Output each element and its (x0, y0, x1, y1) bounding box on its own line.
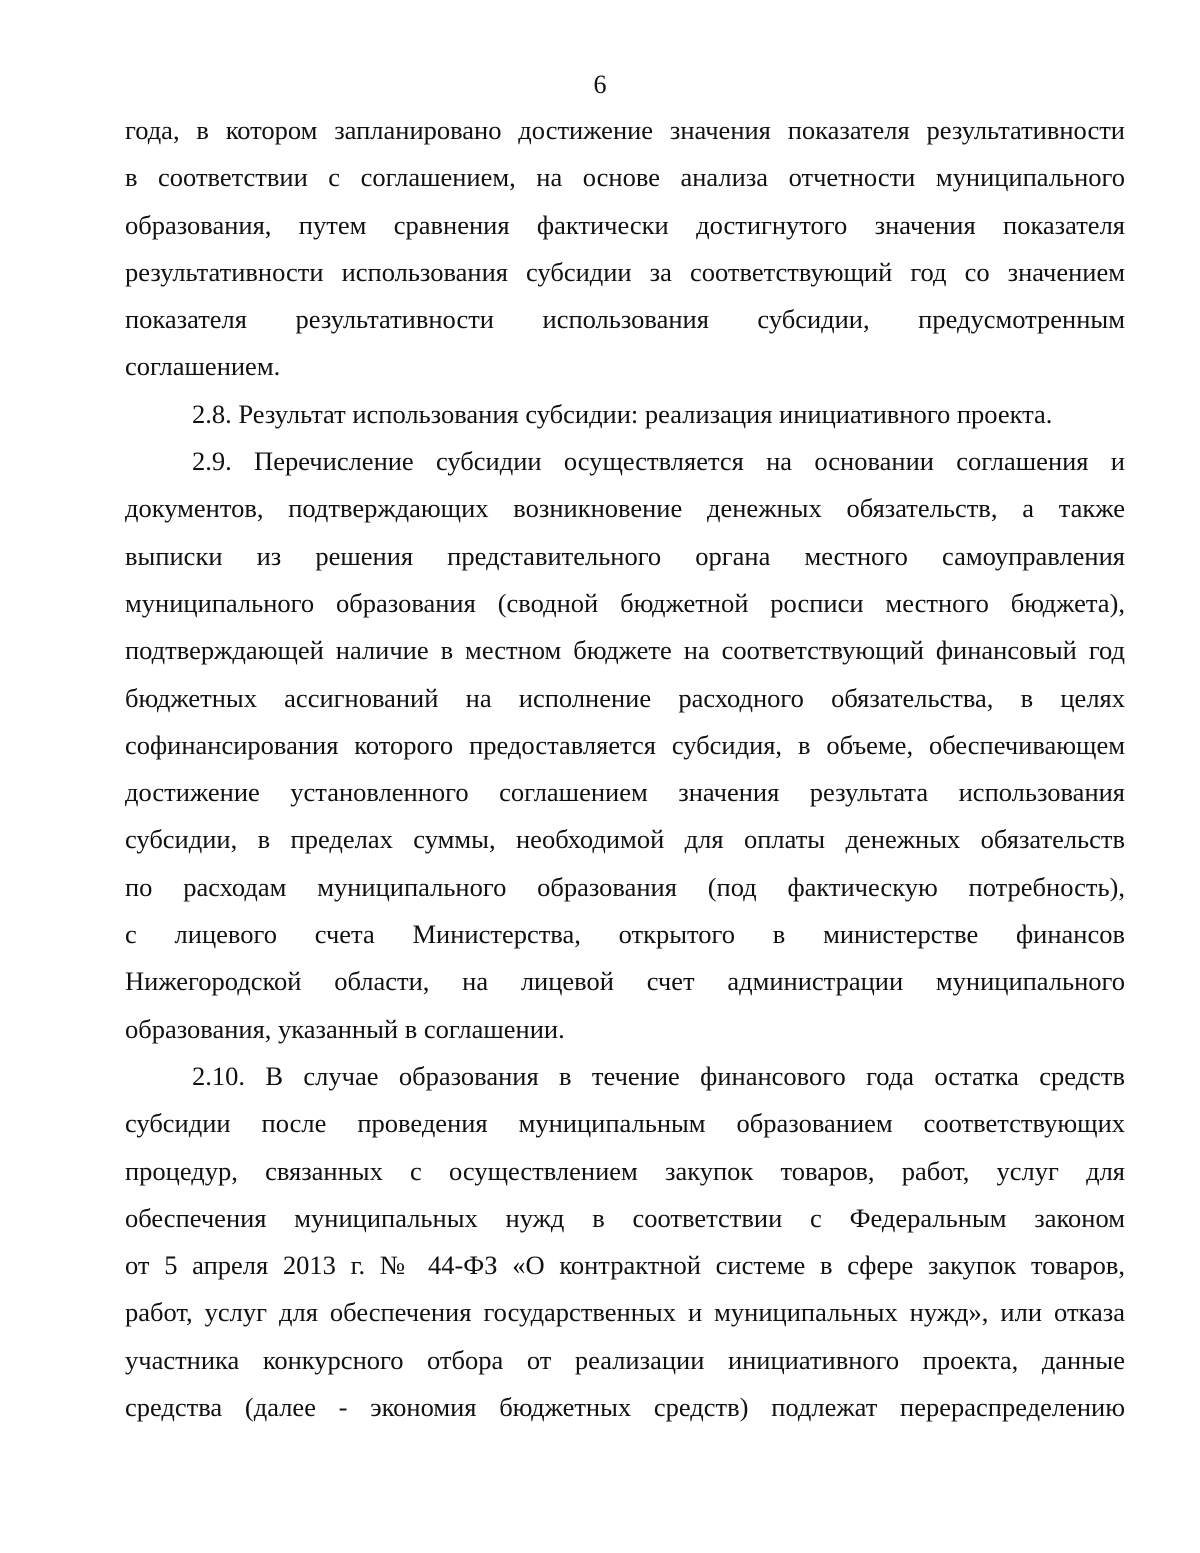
text-line: документов, подтверждающих возникновение денежных обязательств, а также (125, 493, 1125, 524)
text-line: бюджетных ассигнований на исполнение расходного обязательства, в целях (125, 682, 1125, 713)
text-line: от 5 апреля 2013 г. № 44-ФЗ «О контрактной системе в сфере закупок товаров, (125, 1250, 1125, 1281)
text-line: 2.8. Результат использования субсидии: реализация инициативного проекта. (192, 398, 1053, 429)
text-line: по расходам муниципального образования (под фактическую потребность), (125, 871, 1125, 902)
text-line: 2.10. В случае образования в течение финансового года остатка средств (192, 1060, 1125, 1091)
text-line: средства (далее - экономия бюджетных средств) подлежат перераспределению (125, 1392, 1125, 1423)
text-line: подтверждающей наличие в местном бюджете на соответствующий финансовый год (125, 635, 1125, 666)
document-body (125, 107, 1125, 1431)
text-line: в соответствии с соглашением, на основе анализа отчетности муниципального (125, 162, 1125, 193)
text-line: субсидии после проведения муниципальным образованием соответствующих (125, 1108, 1125, 1139)
text-line: с лицевого счета Министерства, открытого в министерстве финансов (125, 919, 1125, 950)
text-line: образования, указанный в соглашении. (125, 1013, 565, 1044)
text-line: достижение установленного соглашением значения результата использования (125, 777, 1125, 808)
text-line: выписки из решения представительного органа местного самоуправления (125, 540, 1125, 571)
paragraph-continuation (125, 107, 1125, 391)
paragraph-2-9 (125, 438, 1125, 1053)
text-line: участника конкурсного отбора от реализации инициативного проекта, данные (125, 1344, 1125, 1375)
page-number: 6 (593, 70, 607, 99)
text-line: показателя результативности использования субсидии, предусмотренным (125, 304, 1125, 335)
text-line: муниципального образования (сводной бюджетной росписи местного бюджета), (125, 587, 1125, 618)
text-line: процедур, связанных с осуществлением закупок товаров, работ, услуг для (125, 1155, 1125, 1186)
text-line: результативности использования субсидии за соответствующий год со значением (125, 256, 1125, 287)
text-line: работ, услуг для обеспечения государственных и муниципальных нужд», или отказа (125, 1297, 1125, 1328)
paragraph-2-8 (125, 391, 1125, 438)
text-line: соглашением. (125, 351, 281, 382)
paragraph-2-10 (125, 1053, 1125, 1431)
text-line: субсидии, в пределах суммы, необходимой для оплаты денежных обязательств (125, 824, 1125, 855)
text-line: 2.9. Перечисление субсидии осуществляется на основании соглашения и (192, 446, 1125, 477)
text-line: образования, путем сравнения фактически достигнутого значения показателя (125, 209, 1125, 240)
text-line: Нижегородской области, на лицевой счет администрации муниципального (125, 966, 1125, 997)
text-line: обеспечения муниципальных нужд в соответствии с Федеральным законом (125, 1202, 1125, 1233)
text-line: года, в котором запланировано достижение значения показателя результативности (125, 115, 1125, 145)
text-line: софинансирования которого предоставляется субсидия, в объеме, обеспечивающем (125, 729, 1125, 760)
